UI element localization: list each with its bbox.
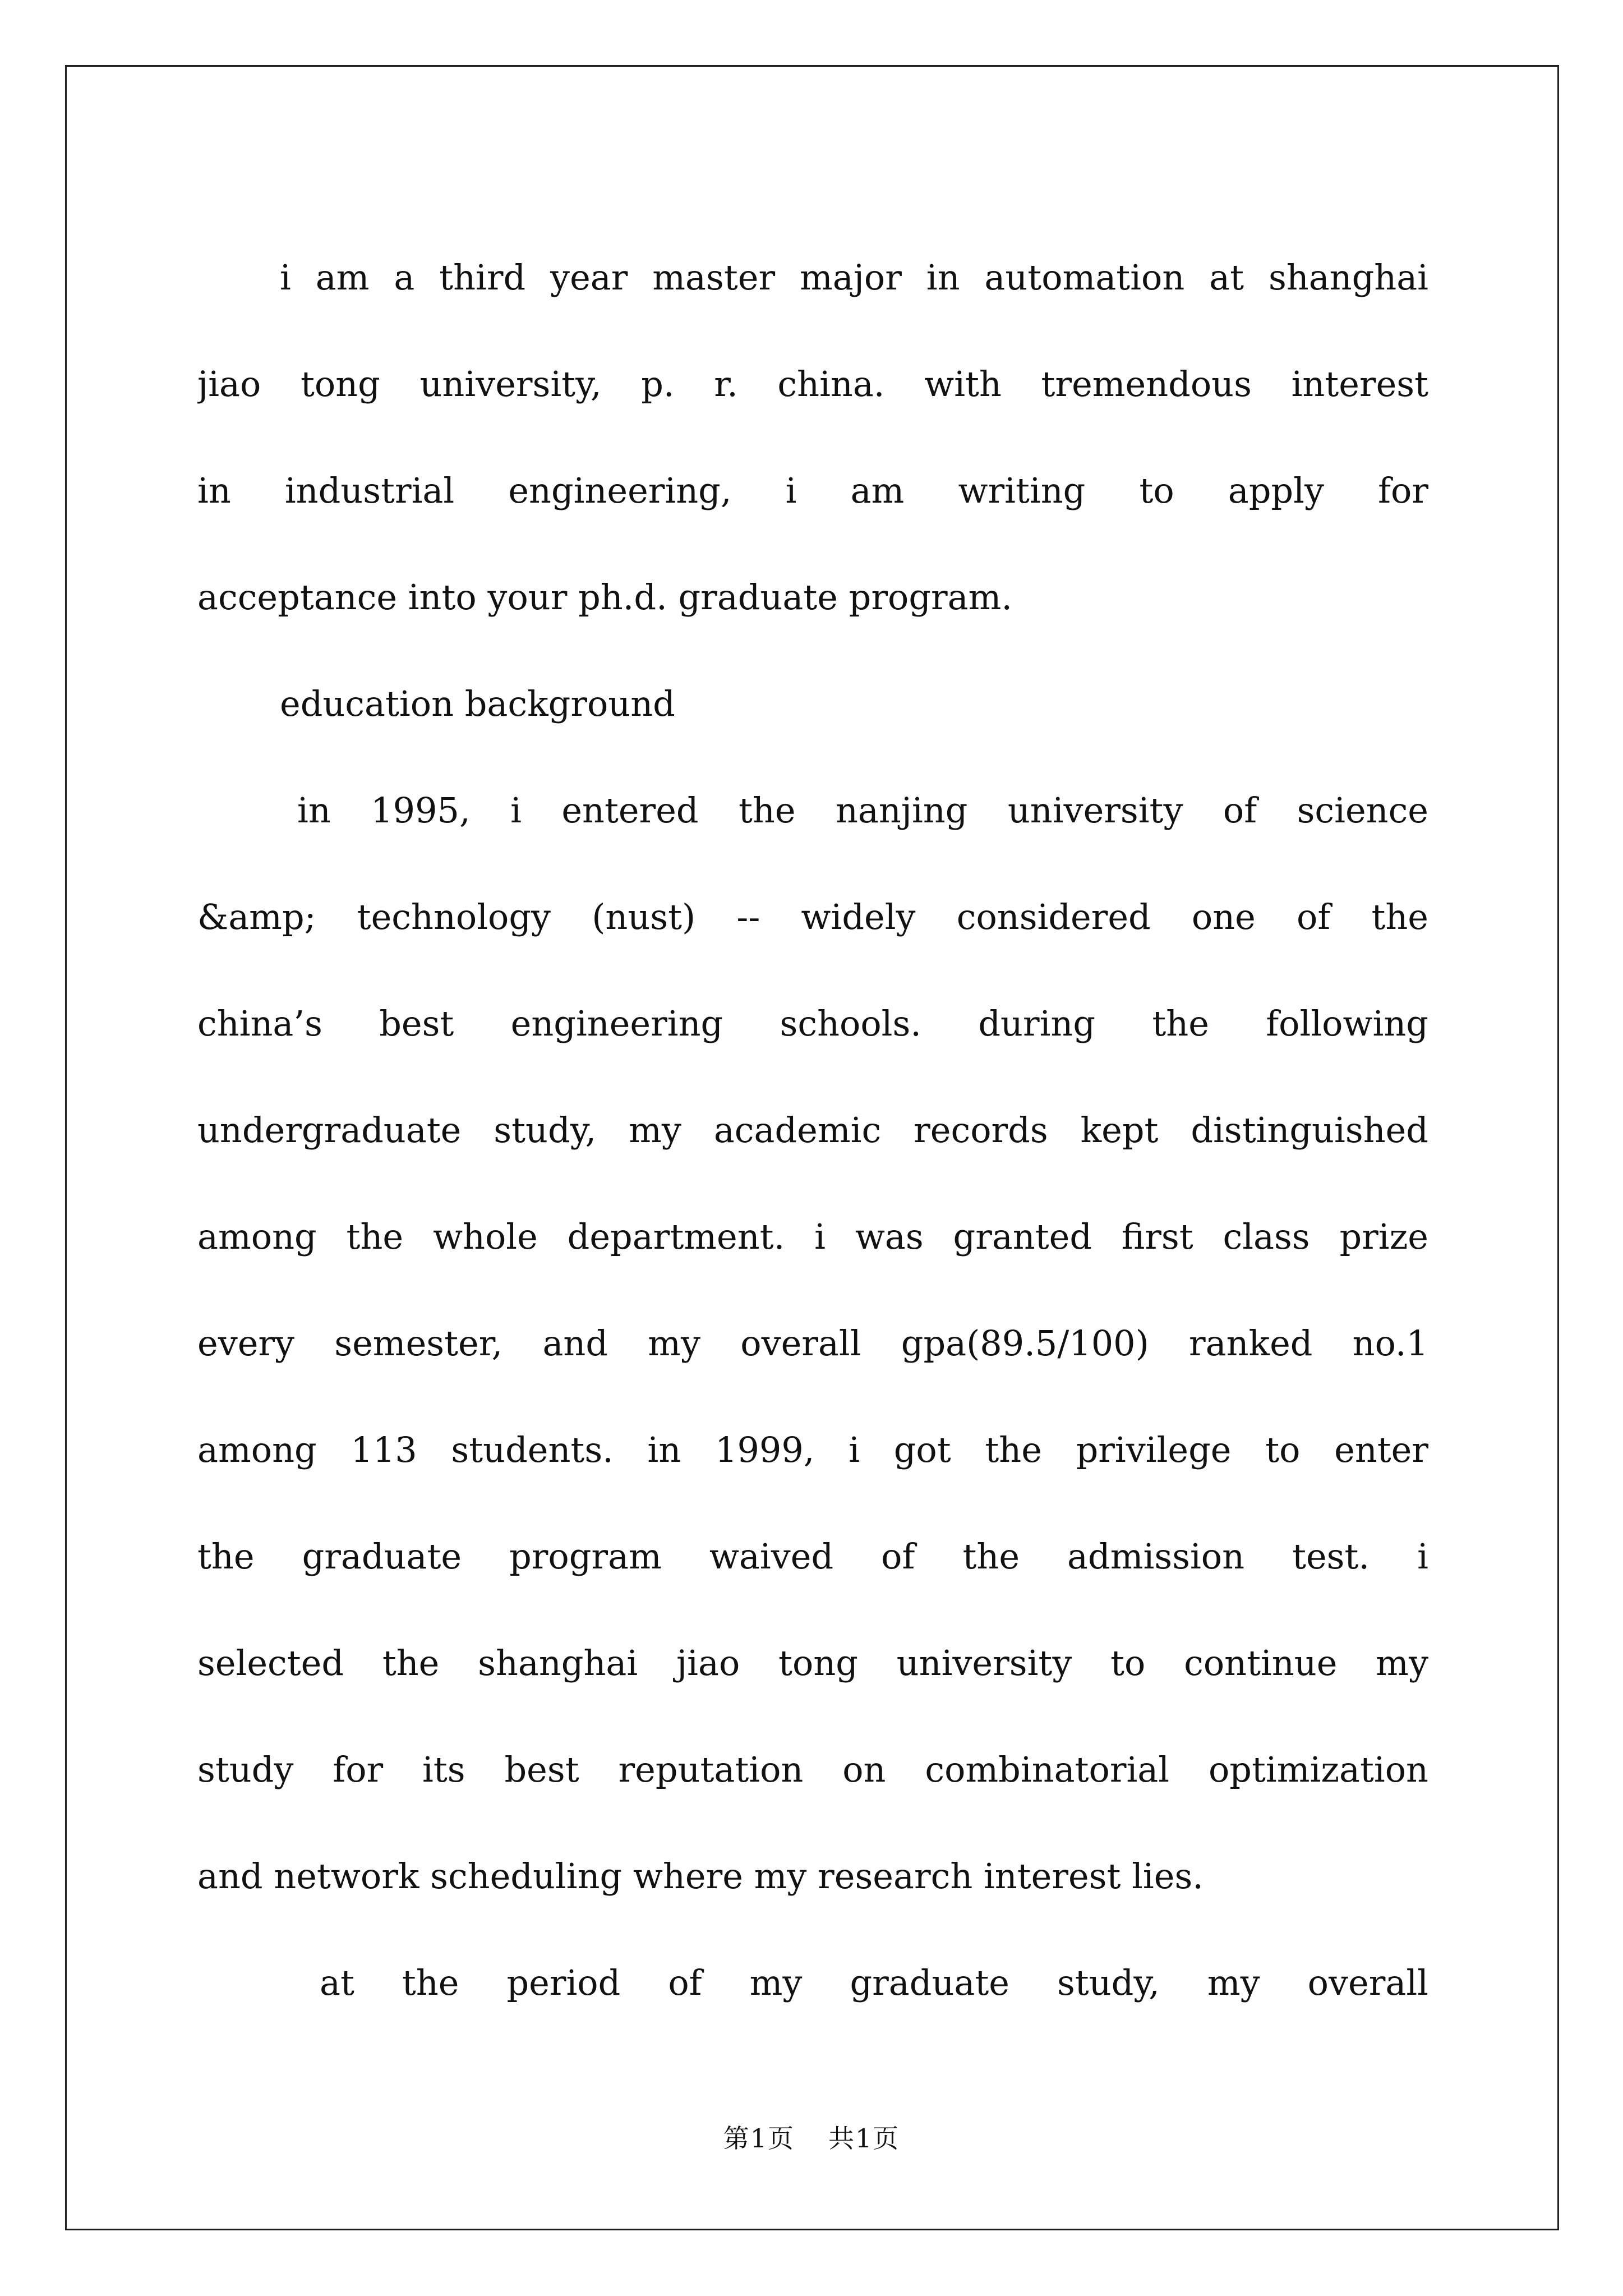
paragraph-line: undergraduate study, my academic records kept distinguished xyxy=(197,1110,1428,1151)
paragraph-line: among 113 students. in 1999, i got the privilege to enter xyxy=(197,1429,1428,1470)
paragraph-line: jiao tong university, p. r. china. with tremendous interest xyxy=(197,364,1428,404)
paragraph-line: in industrial engineering, i am writing to apply for xyxy=(197,470,1428,511)
document-body xyxy=(197,224,1428,2036)
paragraph-line: selected the shanghai jiao tong university to continue my xyxy=(197,1642,1428,1683)
paragraph-line: at the period of my graduate study, my overall xyxy=(320,1962,1428,2003)
paragraph-line: study for its best reputation on combinatorial optimization xyxy=(197,1749,1428,1790)
paragraph-line: every semester, and my overall gpa(89.5/100) ranked no.1 xyxy=(197,1323,1428,1364)
page-number-total: 共1页 xyxy=(828,2123,900,2154)
section-heading: education background xyxy=(280,683,675,724)
page-number-current: 第1页 xyxy=(723,2123,795,2154)
paragraph-line: china’s best engineering schools. during the following xyxy=(197,1003,1428,1044)
paragraph-line: acceptance into your ph.d. graduate program. xyxy=(197,577,1013,618)
paragraph-line: and network scheduling where my research interest lies. xyxy=(197,1856,1204,1897)
paragraph-line: in 1995, i entered the nanjing university of science xyxy=(297,790,1428,831)
page-footer xyxy=(0,2122,1623,2155)
paragraph-line: i am a third year master major in automation at shanghai xyxy=(280,257,1428,298)
paragraph-line: &amp; technology (nust) -- widely considered one of the xyxy=(197,896,1428,937)
paragraph-line: among the whole department. i was granted first class prize xyxy=(197,1216,1428,1257)
paragraph-line: the graduate program waived of the admission test. i xyxy=(197,1536,1428,1577)
